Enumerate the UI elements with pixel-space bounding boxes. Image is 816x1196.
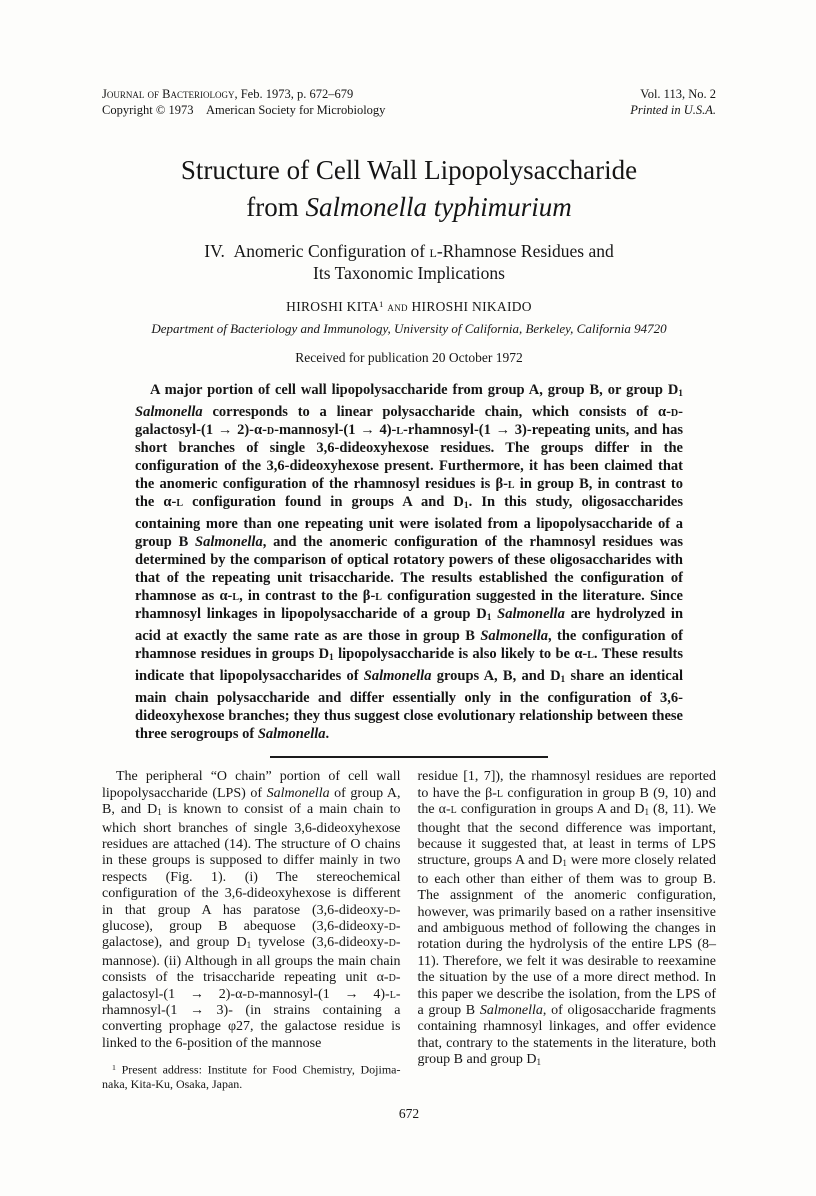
abstract-paragraph: A major portion of cell wall lipopolysaccharide from group A, group B, or group D1 Salmonella corresponds to a linear polysaccharide chain, which consists of α-d-galactosyl-(1 → 2)-α-d-mannosyl-(1 → 4)-l-rhamnosyl-(1 → 3)-repeating units, and has short branches of single 3,6-dideoxyhexose residues. The groups differ in the configuration of the 3,6-dideoxyhexose present. Furthermore, it has been claimed that the anomeric configuration of the rhamnosyl residues is β-l in group B, in contrast to the α-l configuration found in groups A and D1. In this study, oligosaccharides containing more than one repeating unit were isolated from a lipopolysaccharide of a group B Salmonella, and the anomeric configuration of the rhamnosyl residues was determined by the comparison of optical rotatory powers of these oligosaccharides with that of the repeating unit trisaccharide. The results established the configuration of rhamnose as α-l, in contrast to the β-l configuration suggested in the literature. Since rhamnosyl linkages in lipopolysaccharide of a group D1 Salmonella are hydrolyzed in acid at exactly the same rate as are those in group B Salmonella, the configuration of rhamnose residues in groups D1 lipopolysaccharide is also likely to be α-l. These results indicate that lipopolysaccharides of Salmonella groups A, B, and D1 share an identical main chain polysaccharide and differ essentially only in the configuration of 3,6-dideoxyhexose branches; they thus suggest close evolutionary relationship between these three serogroups of Salmonella.	[135, 382, 684, 743]
article-title-line-2: from Salmonella typhimurium	[246, 192, 572, 222]
author-footnote-text: $^1$ Present address: Institute for Food Chemistry, Dojima-naka, Kita-Ku, Osaka, Japan.	[102, 1062, 401, 1092]
article-subtitle-line-1: IV. Anomeric Configuration of l-Rhamnose Residues and	[204, 241, 614, 261]
section-divider-rule	[270, 756, 548, 758]
received-line: Received for publication 20 October 1972	[295, 350, 523, 365]
abstract	[135, 381, 683, 743]
copyright-line: Copyright © 1973 American Society for Microbiology	[102, 103, 386, 117]
journal-citation-line: Journal of Bacteriology, Feb. 1973, p. 672–679	[102, 87, 354, 101]
volume-line: Vol. 113, No. 2	[640, 87, 716, 101]
article-title	[102, 152, 716, 226]
article-title-line-1: Structure of Cell Wall Lipopolysaccharide	[180, 155, 638, 185]
author-footnote	[102, 1061, 401, 1092]
masthead	[102, 86, 716, 118]
article-subtitle-line-2: Its Taxonomic Implications	[313, 263, 505, 283]
masthead-left	[102, 86, 385, 118]
left-column-paragraph: The peripheral “O chain” portion of cell wall lipopolysaccharide (LPS) of Salmonella of group A, B, and D1 is known to consist of a main chain to which short branches of single 3,6-dideoxyhexose residues are attached (14). The structure of O chains in these groups is supposed to differ mainly in two respects (Fig. 1). (i) The stereochemical configuration of the 3,6-dideoxyhexose is different in that group A has paratose (3,6-dideoxy-d-glucose), group B abequose (3,6-dideoxy-d-galactose), and group D1 tyvelose (3,6-dideoxy-d-mannose). (ii) Although in all groups the main chain consists of the trisaccharide repeating unit α-d-galactosyl-(1 → 2)-α-d-mannosyl-(1 → 4)-l-rhamnosyl-(1 → 3)- (in strains containing a converting prophage φ27, the galactose residue is linked to the 6-position of the mannose	[102, 769, 401, 1051]
body-columns	[102, 769, 716, 1091]
masthead-right	[630, 86, 716, 118]
left-column	[102, 769, 401, 1091]
right-column-paragraph: residue [1, 7]), the rhamnosyl residues are reported to have the β-l configuration in group B (9, 10) and the α-l configuration in groups A and D1 (8, 11). We thought that the second difference was important, because it suggested that, at least in terms of LPS structure, groups A and D1 were more closely related to each other than either of them was to group B. The assignment of the anomeric configuration, however, was primarily based on a rather insensitive and ambiguous method of following the changes in rotation during the hydrolysis of the entire LPS (8–11). Therefore, we felt it was desirable to reexamine the situation by the use of a more direct method. In this paper we describe the isolation, from the LPS of a group B Salmonella, of oligosaccharide fragments containing rhamnosyl linkages, and offer evidence that, contrary to the statements in the literature, both group B and group D1	[417, 769, 717, 1068]
printed-in-line: Printed in U.S.A.	[630, 103, 716, 117]
affiliation-line: Department of Bacteriology and Immunology, University of California, Berkeley, California 94720	[151, 321, 667, 336]
page-number: 672	[398, 1105, 420, 1121]
authors-line: HIROSHI KITA$^1$ and HIROSHI NIKAIDO	[286, 299, 532, 314]
right-column	[418, 769, 717, 1091]
article-subtitle	[102, 240, 716, 284]
